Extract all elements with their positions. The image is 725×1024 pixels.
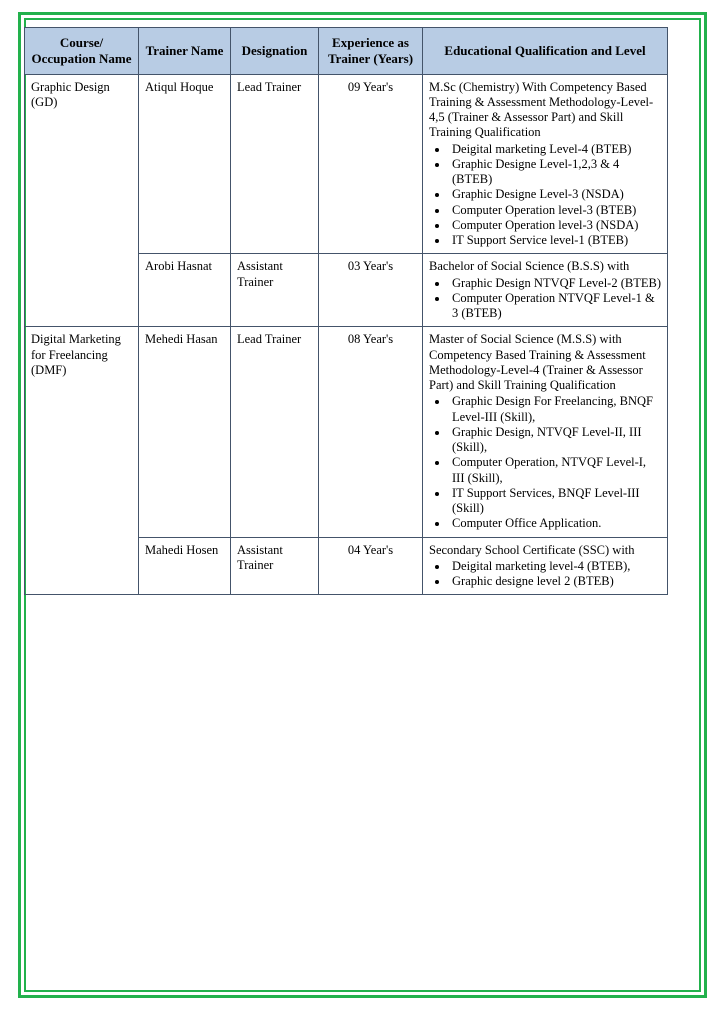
education-list <box>429 559 661 590</box>
list-item: • Computer Operation level-3 (NSDA) <box>449 218 661 233</box>
list-item: • Graphic Designe Level-3 (NSDA) <box>449 187 661 202</box>
table-body <box>25 74 668 595</box>
cell-education <box>423 537 668 595</box>
trainer-qualification-table <box>24 27 668 595</box>
list-item: • Graphic Designe Level-1,2,3 & 4 (BTEB) <box>449 157 661 188</box>
list-item: • Computer Operation, NTVQF Level-I, III (Skill), <box>449 455 661 486</box>
cell-trainer-name: Mehedi Hasan <box>139 327 231 537</box>
list-item: • Computer Office Application. <box>449 516 661 531</box>
education-list <box>429 394 661 531</box>
cell-education <box>423 327 668 537</box>
cell-experience: 04 Year's <box>319 537 423 595</box>
list-item: • Graphic Design For Freelancing, BNQF Level-III (Skill), <box>449 394 661 425</box>
table-row <box>25 327 668 537</box>
cell-experience: 08 Year's <box>319 327 423 537</box>
column-header-education: Educational Qualification and Level <box>423 28 668 75</box>
cell-course-name: Graphic Design (GD) <box>25 74 139 327</box>
document-content <box>24 27 667 595</box>
cell-education <box>423 74 668 254</box>
cell-trainer-name: Arobi Hasnat <box>139 254 231 327</box>
list-item: • Deigital marketing Level-4 (BTEB) <box>449 142 661 157</box>
cell-designation: Assistant Trainer <box>231 537 319 595</box>
education-list <box>429 142 661 249</box>
column-header-trainer-name: Trainer Name <box>139 28 231 75</box>
education-intro: Secondary School Certificate (SSC) with <box>429 542 635 557</box>
column-header-course: Course/ Occupation Name <box>25 28 139 75</box>
list-item: • IT Support Services, BNQF Level-III (Skill) <box>449 486 661 517</box>
cell-designation: Assistant Trainer <box>231 254 319 327</box>
list-item: • IT Support Service level-1 (BTEB) <box>449 233 661 248</box>
education-list <box>429 276 661 322</box>
cell-experience: 03 Year's <box>319 254 423 327</box>
list-item: • Graphic Design, NTVQF Level-II, III (Skill), <box>449 425 661 456</box>
cell-trainer-name: Mahedi Hosen <box>139 537 231 595</box>
cell-designation: Lead Trainer <box>231 74 319 254</box>
table-header <box>25 28 668 75</box>
cell-trainer-name: Atiqul Hoque <box>139 74 231 254</box>
cell-designation: Lead Trainer <box>231 327 319 537</box>
list-item: • Graphic designe level 2 (BTEB) <box>449 574 661 589</box>
list-item: • Deigital marketing level-4 (BTEB), <box>449 559 661 574</box>
cell-course-name: Digital Marketing for Freelancing (DMF) <box>25 327 139 595</box>
education-intro: Master of Social Science (M.S.S) with Competency Based Training & Assessment Methodology-Level-4 (Trainer & Assessor Part) and Skill Training Qualification <box>429 332 646 393</box>
cell-experience: 09 Year's <box>319 74 423 254</box>
cell-education <box>423 254 668 327</box>
column-header-experience: Experience as Trainer (Years) <box>319 28 423 75</box>
table-row <box>25 74 668 254</box>
education-intro: M.Sc (Chemistry) With Competency Based Training & Assessment Methodology-Level-4,5 (Trainer & Assessor Part) and Skill Training Qualification <box>429 79 654 140</box>
list-item: • Computer Operation level-3 (BTEB) <box>449 203 661 218</box>
education-intro: Bachelor of Social Science (B.S.S) with <box>429 259 630 274</box>
list-item: • Graphic Design NTVQF Level-2 (BTEB) <box>449 276 661 291</box>
list-item: • Computer Operation NTVQF Level-1 & 3 (BTEB) <box>449 291 661 322</box>
column-header-designation: Designation <box>231 28 319 75</box>
table-header-row <box>25 28 668 75</box>
